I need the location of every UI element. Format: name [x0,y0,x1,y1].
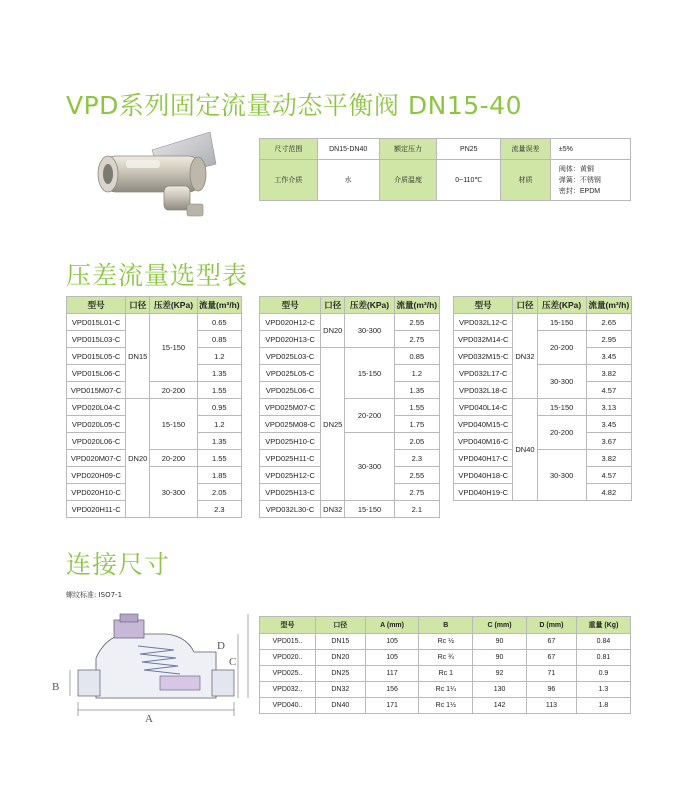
model-cell: VPD025H13-C [260,484,321,501]
spec-table [259,138,631,201]
selection-table-1 [66,296,242,518]
flow-cell: 3.13 [586,399,631,416]
dim-cell: VPD025.. [260,666,316,682]
dp-cell: 15-150 [537,399,586,416]
dp-cell: 15-150 [150,314,197,382]
flow-cell: 4.57 [586,467,631,484]
model-cell: VPD015L06-C [67,365,126,382]
flow-cell: 1.2 [197,348,241,365]
flow-cell: 2.75 [394,331,439,348]
flow-cell: 2.55 [394,467,439,484]
model-cell: VPD032L18-C [454,382,513,399]
flow-cell: 0.65 [197,314,241,331]
model-cell: VPD032M14-C [454,331,513,348]
model-cell: VPD040M15-C [454,416,513,433]
model-cell: VPD040M16-C [454,433,513,450]
flow-cell: 1.55 [394,399,439,416]
model-cell: VPD020H10-C [67,484,126,501]
dp-cell: 30-300 [345,433,394,501]
model-cell: VPD032L30-C [260,501,321,518]
dp-cell: 15-150 [345,348,394,399]
flow-cell: 2.95 [586,331,631,348]
spec-cell: 尺寸范围 [260,139,318,160]
dim-cell: DN32 [315,682,365,698]
spec-cell: 材质 [501,160,551,201]
dp-cell: 20-200 [150,382,197,399]
model-cell: VPD025M07-C [260,399,321,416]
flow-cell: 2.55 [394,314,439,331]
size-cell: DN40 [513,399,537,501]
table-row [260,698,631,714]
material-line: 阀体：黄铜 [558,165,594,173]
flow-cell: 1.35 [197,365,241,382]
model-cell: VPD040H19-C [454,484,513,501]
dim-cell: 156 [365,682,419,698]
header-flow: 流量(m³/h) [394,297,439,314]
dim-cell: 130 [473,682,527,698]
dp-cell: 20-200 [537,331,586,365]
spec-cell: ±5% [550,139,630,160]
dim-cell: 0.81 [576,650,630,666]
thread-standard-note: 螺纹标准: ISO7-1 [66,591,123,599]
model-cell: VPD040H18-C [454,467,513,484]
flow-cell: 0.85 [197,331,241,348]
model-cell: VPD032M15-C [454,348,513,365]
model-cell: VPD032L17-C [454,365,513,382]
model-cell: VPD025H10-C [260,433,321,450]
dim-cell: 71 [526,666,576,682]
dim-cell: 117 [365,666,419,682]
model-cell: VPD025L05-C [260,365,321,382]
dim-cell: Rc ½ [419,634,473,650]
table-row [260,666,631,682]
flow-cell: 2.1 [394,501,439,518]
material-line: 密封：EPDM [558,187,601,195]
model-cell: VPD020L05-C [67,416,126,433]
dim-label-b: B [52,681,60,693]
model-cell: VPD040H17-C [454,450,513,467]
flow-cell: 1.55 [197,450,241,467]
header-model: 型号 [454,297,513,314]
model-cell: VPD020H12-C [260,314,321,331]
model-cell: VPD020H13-C [260,331,321,348]
flow-cell: 1.35 [394,382,439,399]
model-cell: VPD025L03-C [260,348,321,365]
flow-cell: 1.85 [197,467,241,484]
section-title-connection: 连接尺寸 [66,550,171,579]
spec-cell: 额定压力 [379,139,437,160]
dim-header: B [419,617,473,634]
model-cell: VPD020H11-C [67,501,126,518]
model-cell: VPD020M07-C [67,450,126,467]
table-row [260,682,631,698]
flow-cell: 2.75 [394,484,439,501]
model-cell: VPD025M08-C [260,416,321,433]
flow-cell: 3.82 [586,450,631,467]
dim-cell: 171 [365,698,419,714]
valve-product-photo [92,120,222,225]
header-size: 口径 [321,297,345,314]
dp-cell: 20-200 [150,450,197,467]
dim-label-d: D [217,640,225,652]
flow-cell: 1.75 [394,416,439,433]
dim-cell: VPD015.. [260,634,316,650]
header-flow: 流量(m³/h) [197,297,241,314]
dim-cell: Rc 1¼ [419,682,473,698]
flow-cell: 1.2 [394,365,439,382]
spec-cell: 流量误差 [501,139,551,160]
dim-cell: Rc ¾ [419,650,473,666]
dim-cell: 142 [473,698,527,714]
dim-label-c: C [229,656,237,668]
spec-cell: 0~110℃ [437,160,501,201]
dim-header: D (mm) [526,617,576,634]
dp-cell: 20-200 [345,399,394,433]
dim-cell: 105 [365,634,419,650]
materials-cell [550,160,630,201]
page-title: VPD系列固定流量动态平衡阀 DN15-40 [66,91,522,120]
header-flow: 流量(m³/h) [586,297,631,314]
dim-cell: VPD032.. [260,682,316,698]
flow-cell: 0.85 [394,348,439,365]
model-cell: VPD025H12-C [260,467,321,484]
dim-cell: 67 [526,634,576,650]
flow-cell: 4.57 [586,382,631,399]
dim-cell: 105 [365,650,419,666]
flow-cell: 3.45 [586,416,631,433]
dim-cell: VPD020.. [260,650,316,666]
dim-cell: 90 [473,634,527,650]
header-model: 型号 [67,297,126,314]
flow-cell: 0.95 [197,399,241,416]
dp-cell: 15-150 [537,314,586,331]
dim-cell: DN40 [315,698,365,714]
dim-cell: 0.9 [576,666,630,682]
material-line: 弹簧：不锈钢 [558,176,601,184]
size-cell: DN32 [321,501,345,518]
dimension-table [259,616,631,714]
flow-cell: 1.35 [197,433,241,450]
dim-cell: 1.3 [576,682,630,698]
spec-cell: 水 [317,160,379,201]
spec-cell: DN15-DN40 [317,139,379,160]
header-dp: 压差(KPa) [537,297,586,314]
model-cell: VPD025H11-C [260,450,321,467]
flow-cell: 2.05 [197,484,241,501]
dim-cell: 92 [473,666,527,682]
flow-cell: 3.67 [586,433,631,450]
section-title-selection: 压差流量选型表 [66,261,249,290]
model-cell: VPD032L12-C [454,314,513,331]
spec-cell: 工作介质 [260,160,318,201]
dim-header: 重量 (Kg) [576,617,630,634]
dp-cell: 30-300 [537,365,586,399]
flow-cell: 2.3 [197,501,241,518]
size-cell: DN15 [126,314,150,399]
dp-cell: 30-300 [150,467,197,518]
header-dp: 压差(KPa) [150,297,197,314]
flow-cell: 1.2 [197,416,241,433]
model-cell: VPD020L04-C [67,399,126,416]
dim-cell: DN25 [315,666,365,682]
dim-header: A (mm) [365,617,419,634]
flow-cell: 3.45 [586,348,631,365]
dp-cell: 20-200 [537,416,586,450]
dim-cell: 67 [526,650,576,666]
flow-cell: 1.55 [197,382,241,399]
size-cell: DN32 [513,314,537,399]
dim-header: C (mm) [473,617,527,634]
model-cell: VPD015L03-C [67,331,126,348]
dim-cell: Rc 1½ [419,698,473,714]
size-cell: DN25 [321,348,345,501]
dim-cell: Rc 1 [419,666,473,682]
dim-label-a: A [145,713,153,725]
flow-cell: 4.82 [586,484,631,501]
size-cell: DN20 [126,399,150,518]
spec-cell: PN25 [437,139,501,160]
model-cell: VPD040L14-C [454,399,513,416]
dp-cell: 30-300 [537,450,586,501]
model-cell: VPD020H09-C [67,467,126,484]
model-cell: VPD015L05-C [67,348,126,365]
dim-cell: DN15 [315,634,365,650]
dim-cell: VPD040.. [260,698,316,714]
flow-cell: 2.05 [394,433,439,450]
dim-cell: 96 [526,682,576,698]
model-cell: VPD020L06-C [67,433,126,450]
dp-cell: 15-150 [345,501,394,518]
flow-cell: 3.82 [586,365,631,382]
valve-cross-section-drawing [66,606,252,736]
dim-cell: 113 [526,698,576,714]
header-dp: 压差(KPa) [345,297,394,314]
spec-cell: 介质温度 [379,160,437,201]
header-size: 口径 [126,297,150,314]
dim-header: 口径 [315,617,365,634]
selection-table-3 [453,296,632,501]
flow-cell: 2.3 [394,450,439,467]
table-row [260,634,631,650]
size-cell: DN20 [321,314,345,348]
header-size: 口径 [513,297,537,314]
dim-cell: 1.8 [576,698,630,714]
flow-cell: 2.65 [586,314,631,331]
dp-cell: 15-150 [150,399,197,450]
dim-cell: DN20 [315,650,365,666]
selection-table-2 [259,296,440,518]
dp-cell: 30-300 [345,314,394,348]
dim-header: 型号 [260,617,316,634]
model-cell: VPD015L01-C [67,314,126,331]
model-cell: VPD025L06-C [260,382,321,399]
model-cell: VPD015M07-C [67,382,126,399]
dim-cell: 90 [473,650,527,666]
table-row [260,650,631,666]
header-model: 型号 [260,297,321,314]
dim-cell: 0.84 [576,634,630,650]
